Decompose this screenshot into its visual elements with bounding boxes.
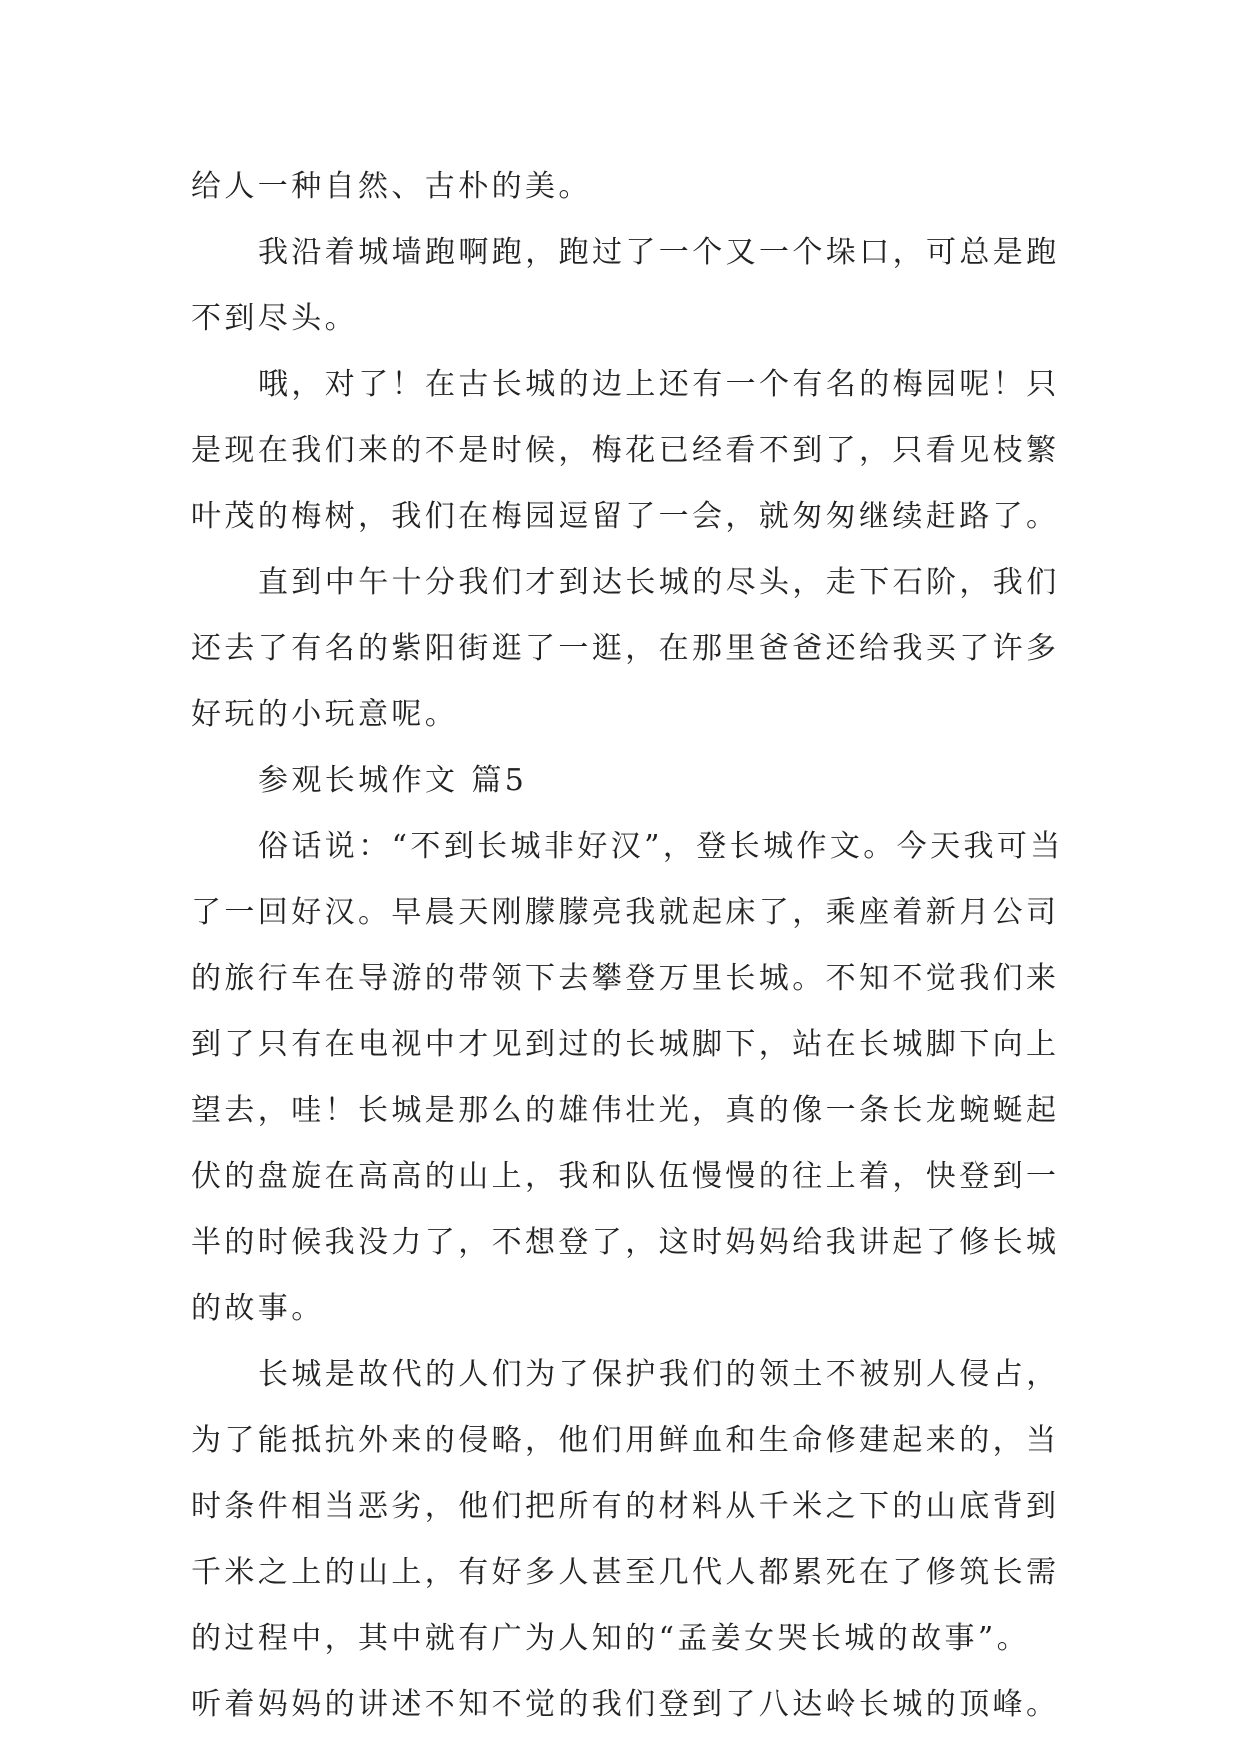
text-line: 时条件相当恶劣，他们把所有的材料从千米之下的山底背到 bbox=[191, 1489, 1060, 1524]
text-line: 还去了有名的紫阳街逛了一逛，在那里爸爸还给我买了许多 bbox=[191, 631, 1060, 666]
paragraph-start-line: 直到中午十分我们才到达长城的尽头，走下石阶，我们 bbox=[258, 565, 1060, 600]
text-line: 的故事。 bbox=[191, 1291, 325, 1326]
text-line: 听着妈妈的讲述不知不觉的我们登到了八达岭长城的顶峰。 bbox=[191, 1687, 1060, 1722]
text-line: 伏的盘旋在高高的山上，我和队伍慢慢的往上着，快登到一 bbox=[191, 1159, 1060, 1194]
paragraph-start-line: 长城是故代的人们为了保护我们的领土不被别人侵占， bbox=[258, 1357, 1060, 1392]
text-line: 为了能抵抗外来的侵略，他们用鲜血和生命修建起来的，当 bbox=[191, 1423, 1060, 1458]
text-line: 是现在我们来的不是时候，梅花已经看不到了，只看见枝繁 bbox=[191, 433, 1060, 468]
text-line: 给人一种自然、古朴的美。 bbox=[191, 169, 592, 204]
text-line: 好玩的小玩意呢。 bbox=[191, 697, 459, 732]
text-line: 望去，哇！长城是那么的雄伟壮光，真的像一条长龙蜿蜒起 bbox=[191, 1093, 1060, 1128]
paragraph-start-line: 哦，对了！在古长城的边上还有一个有名的梅园呢！只 bbox=[258, 367, 1060, 402]
text-line: 不到尽头。 bbox=[191, 301, 358, 336]
text-line: 到了只有在电视中才见到过的长城脚下，站在长城脚下向上 bbox=[191, 1027, 1060, 1062]
text-line: 叶茂的梅树，我们在梅园逗留了一会，就匆匆继续赶路了。 bbox=[191, 499, 1060, 534]
text-line: 半的时候我没力了，不想登了，这时妈妈给我讲起了修长城 bbox=[191, 1225, 1060, 1260]
text-line: 了一回好汉。早晨天刚朦朦亮我就起床了，乘座着新月公司 bbox=[191, 895, 1060, 930]
text-line: 千米之上的山上，有好多人甚至几代人都累死在了修筑长需 bbox=[191, 1555, 1060, 1590]
text-line: 的旅行车在导游的带领下去攀登万里长城。不知不觉我们来 bbox=[191, 961, 1060, 996]
paragraph-start-line: 我沿着城墙跑啊跑，跑过了一个又一个垛口，可总是跑 bbox=[258, 235, 1060, 270]
paragraph-start-line: 俗话说：“不到长城非好汉”，登长城作文。今天我可当 bbox=[258, 829, 1064, 864]
section-heading: 参观长城作文 篇5 bbox=[258, 763, 528, 798]
text-line: 的过程中，其中就有广为人知的“孟姜女哭长城的故事”。 bbox=[191, 1621, 1031, 1656]
